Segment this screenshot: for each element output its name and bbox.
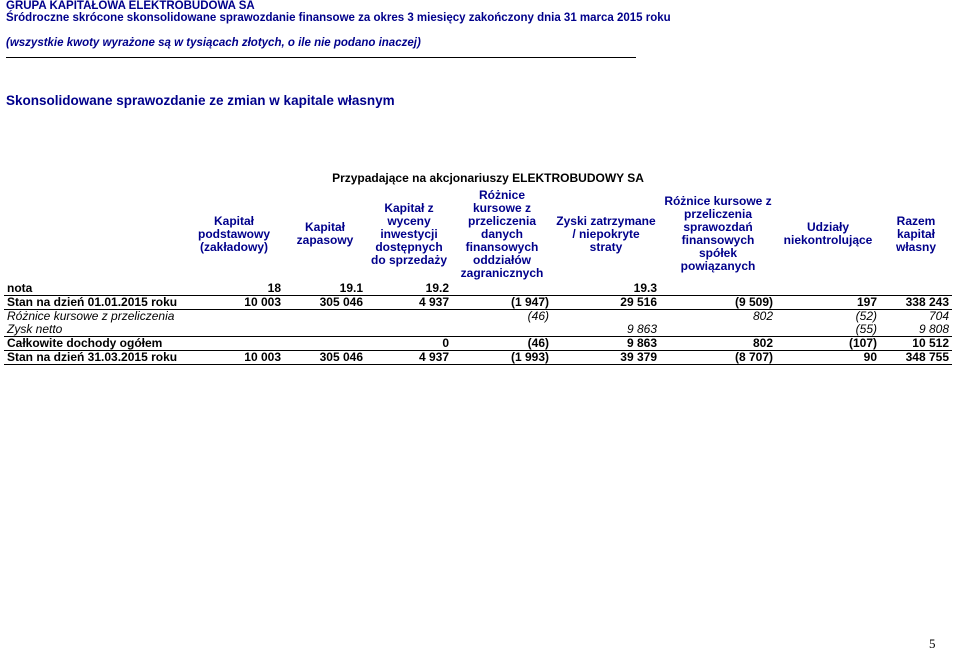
cell: (107): [776, 337, 880, 351]
company-name: GRUPA KAPITAŁOWA ELEKTROBUDOWA SA: [6, 0, 255, 12]
col-header: Kapitał z wyceny inwestycji dostępnych do sprzedaży: [370, 200, 448, 267]
cell: 802: [660, 310, 776, 324]
row-label: Całkowite dochody ogółem: [4, 337, 184, 351]
col-header: Różnice kursowe z przeliczenia sprawozdań finansowych spółek powiązanych: [664, 194, 772, 273]
cell: (55): [855, 323, 877, 336]
cell: [452, 323, 552, 337]
cell: (1 993): [452, 351, 552, 365]
col-header: Różnice kursowe z przeliczenia danych finansowych oddziałów zagranicznych: [460, 187, 544, 280]
cell: (8 707): [660, 351, 776, 365]
table-row: [4, 296, 952, 310]
table-row: [4, 351, 952, 365]
cell: [184, 323, 284, 337]
cell: [660, 323, 776, 337]
cell: [366, 310, 452, 324]
cell: 704: [880, 310, 952, 324]
group-header: Przypadające na akcjonariuszy ELEKTROBUDOWY SA: [332, 171, 644, 185]
amounts-note: (wszystkie kwoty wyrażone są w tysiącach złotych, o ile nie podano inaczej): [6, 37, 421, 49]
header-label-blank: [4, 186, 184, 282]
cell: 18: [184, 282, 284, 296]
row-label: Stan na dzień 01.01.2015 roku: [4, 296, 184, 310]
col-header: Udziały niekontrolujące: [783, 220, 873, 247]
row-label: Różnice kursowe z przeliczenia: [4, 310, 184, 324]
cell: [452, 282, 552, 296]
cell: 10 003: [184, 296, 284, 310]
table-row: [4, 282, 952, 296]
cell: 9 808: [918, 323, 949, 336]
col-header: Kapitał zapasowy: [296, 220, 354, 247]
col-header: Kapitał podstawowy (zakładowy): [197, 213, 270, 254]
cell: [284, 310, 366, 324]
table-row: [4, 323, 952, 337]
cell: (1 947): [452, 296, 552, 310]
equity-changes-table: [4, 186, 952, 365]
page-number: 5: [929, 636, 936, 651]
cell: 9 863: [552, 337, 660, 351]
cell: 9 863: [626, 323, 657, 336]
cell: [552, 310, 660, 324]
row-label: Zysk netto: [7, 323, 63, 336]
cell: (9 509): [660, 296, 776, 310]
col-header: Zyski zatrzymane / niepokryte straty: [556, 213, 656, 254]
cell: [880, 282, 952, 296]
cell: 29 516: [552, 296, 660, 310]
col-header: Razem kapitał własny: [895, 213, 937, 254]
cell: 197: [776, 296, 880, 310]
section-title: Skonsolidowane sprawozdanie ze zmian w kapitale własnym: [6, 93, 395, 108]
cell: 19.2: [366, 282, 452, 296]
cell: (46): [452, 337, 552, 351]
cell: 90: [776, 351, 880, 365]
cell: 39 379: [552, 351, 660, 365]
cell: 10 003: [184, 351, 284, 365]
cell: 4 937: [366, 351, 452, 365]
row-label: Stan na dzień 31.03.2015 roku: [4, 351, 184, 365]
row-label: nota: [7, 282, 33, 295]
cell: [184, 310, 284, 324]
cell: [776, 282, 880, 296]
header-rule: [6, 57, 636, 58]
cell: 0: [366, 337, 452, 351]
cell: [184, 337, 284, 351]
cell: [284, 323, 366, 337]
cell: 19.1: [284, 282, 366, 296]
cell: 4 937: [366, 296, 452, 310]
report-title: Śródroczne skrócone skonsolidowane sprawozdanie finansowe za okres 3 miesięcy zakończony dnia 31 marca 2015 roku: [6, 12, 671, 24]
cell: [660, 282, 776, 296]
cell: 802: [660, 337, 776, 351]
cell: (52): [776, 310, 880, 324]
cell: 19.3: [552, 282, 660, 296]
cell: 305 046: [284, 351, 366, 365]
table-row: [4, 337, 952, 351]
cell: 338 243: [880, 296, 952, 310]
cell: [284, 337, 366, 351]
cell: 305 046: [284, 296, 366, 310]
table-row: [4, 310, 952, 324]
cell: 10 512: [880, 337, 952, 351]
cell: (46): [452, 310, 552, 324]
cell: 348 755: [880, 351, 952, 365]
cell: [366, 323, 452, 337]
